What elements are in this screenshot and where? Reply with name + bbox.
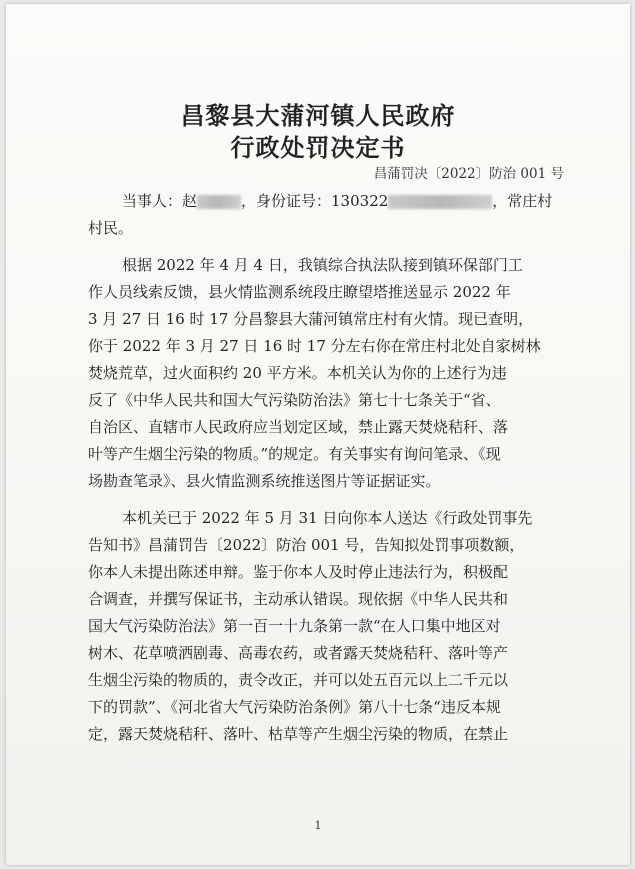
paragraph-1-line: 你于 2022 年 3 月 27 日 16 时 17 分左右你在常庄村北处自家树林	[88, 337, 541, 355]
paragraph-1-line: 作人员线索反馈，县火情监测系统段庄瞭望塔推送显示 2022 年	[88, 283, 511, 301]
paragraph-1-line: 叶等产生烟尘污染的物质。”的规定。有关事实有询问笔录、《现	[88, 445, 501, 463]
paragraph-2-line: 合调查，并撰写保证书，主动承认错误。现依据《中华人民共和	[88, 590, 509, 608]
page-number: 1	[314, 819, 322, 832]
paragraph-2-line: 树木、花草喷洒剧毒、高毒农药，或者露天焚烧秸秆、落叶等产	[88, 644, 509, 662]
paragraph-2-line: 下的罚款”、《河北省大气污染防治条例》第八十七条“违反本规	[88, 698, 501, 716]
paragraph-1-line: 焚烧荒草，过火面积约 20 平方米。本机关认为你的上述行为违	[88, 364, 507, 382]
paragraph-2-line: 你本人未提出陈述申辩。鉴于你本人及时停止违法行为，积极配	[88, 563, 509, 581]
paragraph-1-line: 3 月 27 日 16 时 17 分昌黎县大蒲河镇常庄村有火情。现已查明，	[88, 310, 534, 328]
paragraph-2-line: 国大气污染防治法》第一百一十九条第一款“在人口集中地区对	[88, 617, 501, 635]
paragraph-1-line: 反了《中华人民共和国大气污染防治法》第七十七条关于“省、	[88, 391, 501, 409]
document-title-authority: 昌黎县大蒲河镇人民政府	[180, 101, 456, 130]
redacted-name	[197, 195, 241, 209]
party-line-2: 村民。	[88, 219, 134, 237]
paragraph-2-line: 定，露天焚烧秸秆、落叶、枯草等产生烟尘污染的物质，在禁止	[88, 725, 509, 743]
paragraph-2-line: 生烟尘污染的物质的，责令改正，并可以处五百元以上二千元以	[88, 671, 509, 689]
paragraph-2-line: 本机关已于 2022 年 5 月 31 日向你本人送达《行政处罚事先	[122, 509, 533, 527]
id-number-label: ，身份证号：130322	[241, 192, 389, 210]
paragraph-2-line: 告知书》昌蒲罚告〔2022〕防治 001 号，告知拟处罚事项数额，	[88, 536, 525, 554]
paragraph-1-line: 根据 2022 年 4 月 4 日，我镇综合执法队接到镇环保部门工	[122, 256, 523, 274]
paragraph-1-line: 场勘查笔录》、县火情监测系统推送图片等证据证实。	[88, 472, 441, 490]
document-page	[6, 4, 630, 865]
party-village: ，常庄村	[492, 192, 553, 210]
party-line	[122, 190, 552, 211]
document-title-type: 行政处罚决定书	[230, 133, 406, 162]
party-name-label: 当事人：赵	[122, 192, 198, 210]
redacted-id-number	[388, 195, 492, 209]
paragraph-1-line: 自治区、直辖市人民政府应当划定区域，禁止露天焚烧秸秆、落	[88, 418, 509, 436]
document-number: 昌蒲罚决〔2022〕防治 001 号	[373, 166, 564, 182]
